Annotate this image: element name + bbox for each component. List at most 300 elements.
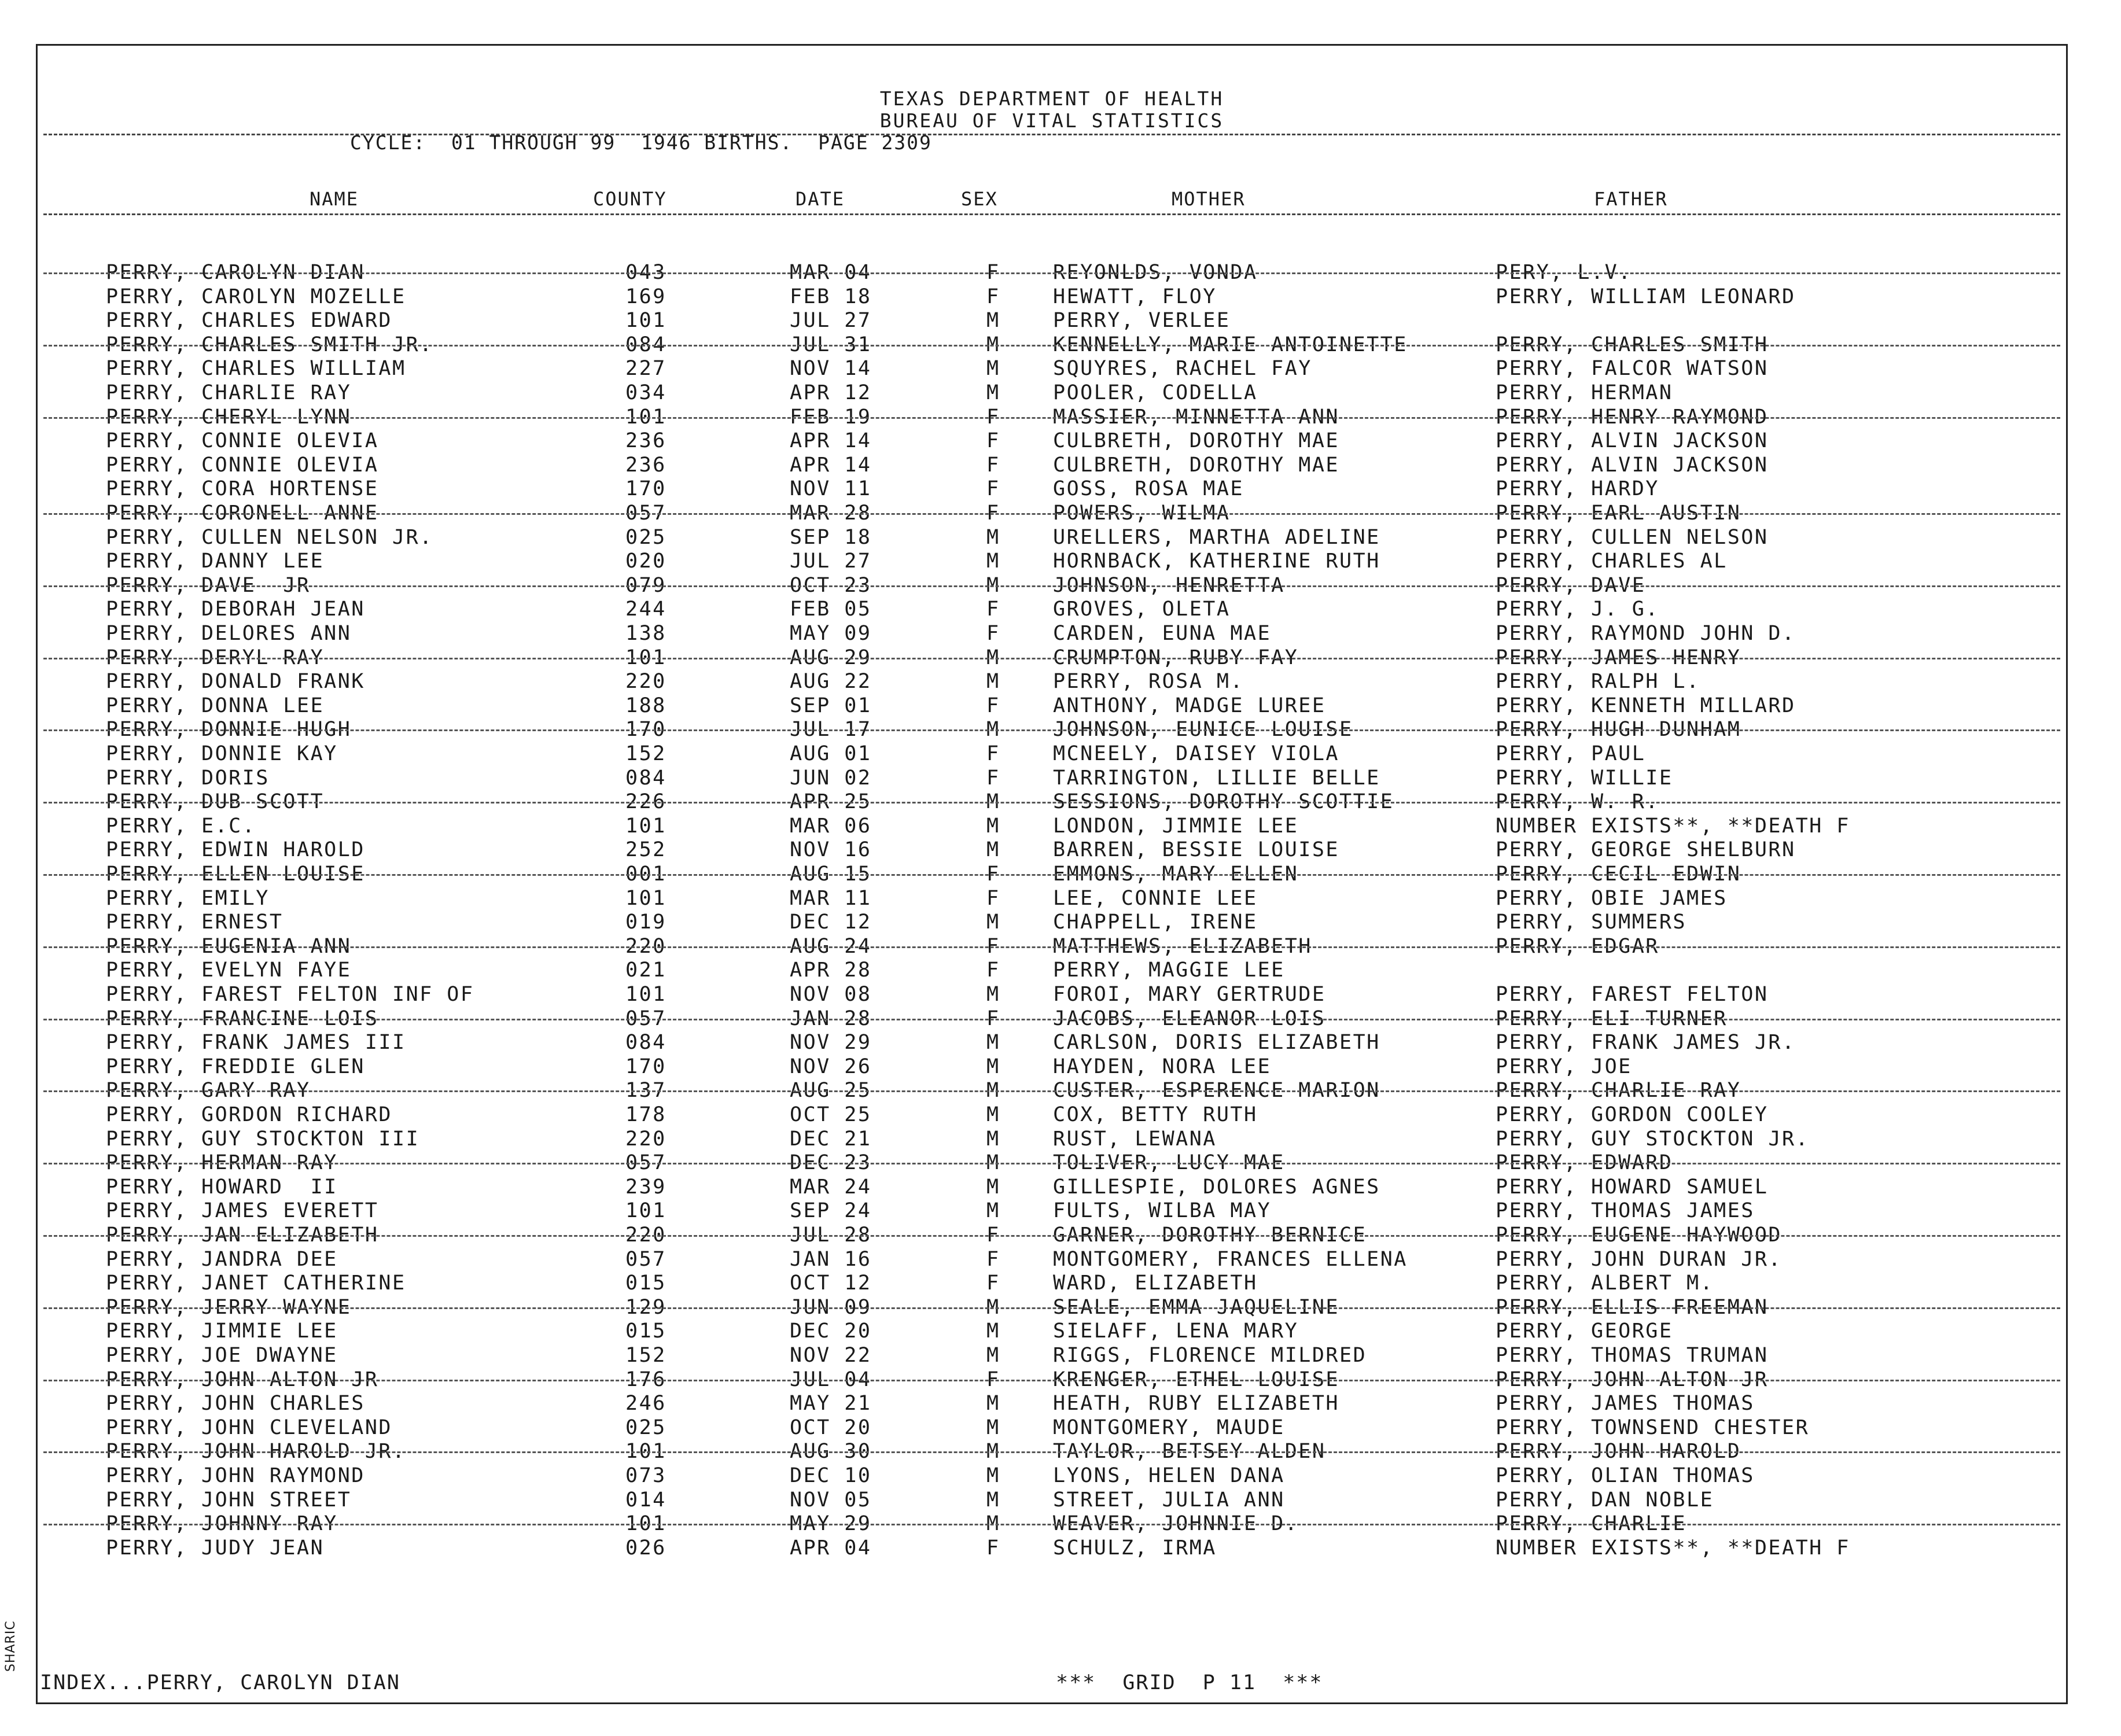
record-date: OCT 25 xyxy=(790,1103,872,1126)
record-sex: F xyxy=(986,742,1000,765)
record-row xyxy=(38,935,2066,960)
record-father: PERRY, TOWNSEND CHESTER xyxy=(1496,1416,1810,1439)
record-sex: F xyxy=(986,285,1000,308)
record-father: NUMBER EXISTS**, **DEATH F xyxy=(1496,1536,1850,1560)
record-sex: M xyxy=(986,550,1000,573)
record-father: PERRY, CHARLIE xyxy=(1496,1512,1687,1535)
record-mother: GOSS, ROSA MAE xyxy=(1053,477,1244,500)
record-father: PERRY, EDGAR xyxy=(1496,935,1659,958)
record-date: NOV 08 xyxy=(790,983,872,1006)
record-date: NOV 05 xyxy=(790,1488,872,1512)
record-mother: POWERS, WILMA xyxy=(1053,502,1231,525)
record-county: 188 xyxy=(625,694,667,717)
record-row xyxy=(38,766,2066,791)
record-date: APR 28 xyxy=(790,959,872,982)
row-separator xyxy=(43,946,2060,948)
record-sex: F xyxy=(986,1248,1000,1271)
record-date: APR 04 xyxy=(790,1536,872,1560)
record-mother: LYONS, HELEN DANA xyxy=(1053,1464,1285,1487)
cycle-line: CYCLE: 01 THROUGH 99 1946 BIRTHS. PAGE 2309 xyxy=(350,131,932,154)
record-sex: M xyxy=(986,357,1000,380)
record-county: 236 xyxy=(625,429,667,452)
record-date: JAN 28 xyxy=(790,1007,872,1030)
bureau-title: BUREAU OF VITAL STATISTICS xyxy=(879,109,1224,132)
record-row xyxy=(38,1055,2066,1080)
record-county: 079 xyxy=(625,574,667,597)
record-father: PERRY, HUGH DUNHAM xyxy=(1496,718,1741,741)
record-sex: M xyxy=(986,1440,1000,1463)
record-county: 025 xyxy=(625,1416,667,1439)
column-header-name: NAME xyxy=(310,188,359,210)
row-separator xyxy=(43,585,2060,587)
record-father: PERRY, FALCOR WATSON xyxy=(1496,357,1769,380)
record-row xyxy=(38,838,2066,863)
record-row xyxy=(38,1296,2066,1321)
record-row xyxy=(38,1416,2066,1441)
record-sex: F xyxy=(986,1368,1000,1391)
record-sex: M xyxy=(986,670,1000,693)
record-row xyxy=(38,1248,2066,1273)
record-mother: URELLERS, MARTHA ADELINE xyxy=(1053,526,1380,549)
record-row xyxy=(38,1007,2066,1032)
record-row xyxy=(38,309,2066,334)
record-father: PERRY, FAREST FELTON xyxy=(1496,983,1769,1006)
record-county: 129 xyxy=(625,1296,667,1319)
record-row xyxy=(38,1175,2066,1200)
record-mother: RUST, LEWANA xyxy=(1053,1127,1217,1151)
record-date: AUG 24 xyxy=(790,935,872,958)
record-date: DEC 21 xyxy=(790,1127,872,1151)
record-father: PERRY, ALVIN JACKSON xyxy=(1496,454,1769,477)
record-name: PERRY, EUGENIA ANN xyxy=(106,935,352,958)
record-row xyxy=(38,1151,2066,1176)
record-county: 057 xyxy=(625,1248,667,1271)
record-sex: M xyxy=(986,1031,1000,1054)
record-mother: GILLESPIE, DOLORES AGNES xyxy=(1053,1175,1380,1199)
column-header-rule xyxy=(43,213,2060,215)
row-separator xyxy=(43,513,2060,515)
record-row xyxy=(38,598,2066,622)
record-sex: M xyxy=(986,1079,1000,1102)
record-date: SEP 01 xyxy=(790,694,872,717)
record-mother: EMMONS, MARY ELLEN xyxy=(1053,863,1299,886)
record-father: PERRY, RALPH L. xyxy=(1496,670,1700,693)
record-mother: PERRY, MAGGIE LEE xyxy=(1053,959,1285,982)
record-sex: M xyxy=(986,911,1000,934)
record-father: PERRY, HENRY RAYMOND xyxy=(1496,406,1769,429)
record-mother: KRENGER, ETHEL LOUISE xyxy=(1053,1368,1340,1391)
record-county: 084 xyxy=(625,1031,667,1054)
record-date: AUG 25 xyxy=(790,1079,872,1102)
record-county: 152 xyxy=(625,742,667,765)
record-sex: F xyxy=(986,406,1000,429)
record-father: PERRY, ELLIS FREEMAN xyxy=(1496,1296,1769,1319)
record-father: PERRY, EDWARD xyxy=(1496,1151,1673,1174)
record-date: JUL 27 xyxy=(790,550,872,573)
record-sex: M xyxy=(986,1103,1000,1126)
record-mother: STREET, JULIA ANN xyxy=(1053,1488,1285,1512)
record-date: AUG 15 xyxy=(790,863,872,886)
record-county: 019 xyxy=(625,911,667,934)
record-county: 101 xyxy=(625,1440,667,1463)
column-header-sex: SEX xyxy=(961,188,998,210)
record-date: JUL 04 xyxy=(790,1368,872,1391)
record-county: 227 xyxy=(625,357,667,380)
record-row xyxy=(38,477,2066,502)
record-county: 034 xyxy=(625,381,667,404)
record-row xyxy=(38,574,2066,599)
row-separator xyxy=(43,1019,2060,1020)
record-name: PERRY, JAN ELIZABETH xyxy=(106,1223,379,1247)
record-mother: SCHULZ, IRMA xyxy=(1053,1536,1217,1560)
record-sex: M xyxy=(986,1127,1000,1151)
record-county: 101 xyxy=(625,983,667,1006)
record-name: PERRY, CHARLES SMITH JR. xyxy=(106,333,433,356)
record-row xyxy=(38,454,2066,478)
record-county: 101 xyxy=(625,646,667,669)
record-county: 246 xyxy=(625,1392,667,1415)
row-separator xyxy=(43,729,2060,731)
record-date: FEB 18 xyxy=(790,285,872,308)
record-county: 152 xyxy=(625,1344,667,1367)
record-date: FEB 19 xyxy=(790,406,872,429)
record-date: JUL 27 xyxy=(790,309,872,332)
record-name: PERRY, CORA HORTENSE xyxy=(106,477,379,500)
record-row xyxy=(38,406,2066,430)
record-row xyxy=(38,1464,2066,1489)
record-mother: PERRY, VERLEE xyxy=(1053,309,1231,332)
record-date: MAR 28 xyxy=(790,502,872,525)
record-name: PERRY, CONNIE OLEVIA xyxy=(106,429,379,452)
record-father: PERRY, JAMES THOMAS xyxy=(1496,1392,1755,1415)
record-father: PERRY, ALBERT M. xyxy=(1496,1271,1714,1295)
row-separator xyxy=(43,802,2060,804)
record-mother: WARD, ELIZABETH xyxy=(1053,1271,1258,1295)
record-county: 101 xyxy=(625,887,667,910)
record-county: 170 xyxy=(625,477,667,500)
record-mother: SESSIONS, DOROTHY SCOTTIE xyxy=(1053,790,1394,813)
record-name: PERRY, CAROLYN DIAN xyxy=(106,261,365,284)
record-county: 170 xyxy=(625,718,667,741)
record-father: PERRY, SUMMERS xyxy=(1496,911,1687,934)
grid-footer: *** GRID P 11 *** xyxy=(1056,1671,1323,1694)
record-sex: F xyxy=(986,261,1000,284)
record-sex: M xyxy=(986,790,1000,813)
record-mother: MATTHEWS, ELIZABETH xyxy=(1053,935,1312,958)
record-sex: F xyxy=(986,477,1000,500)
row-separator xyxy=(43,1524,2060,1525)
record-row xyxy=(38,1344,2066,1369)
record-father: PERRY, JOHN HAROLD xyxy=(1496,1440,1741,1463)
record-father: PERRY, JOHN DURAN JR. xyxy=(1496,1248,1783,1271)
record-date: NOV 16 xyxy=(790,838,872,861)
record-mother: MASSIER, MINNETTA ANN xyxy=(1053,406,1340,429)
record-father: PERRY, JAMES HENRY xyxy=(1496,646,1741,669)
record-row xyxy=(38,911,2066,935)
record-father: PERRY, RAYMOND JOHN D. xyxy=(1496,622,1796,645)
record-row xyxy=(38,1103,2066,1128)
record-county: 176 xyxy=(625,1368,667,1391)
record-name: PERRY, FRANCINE LOIS xyxy=(106,1007,379,1030)
record-row xyxy=(38,1392,2066,1417)
record-mother: FOROI, MARY GERTRUDE xyxy=(1053,983,1326,1006)
record-sex: F xyxy=(986,887,1000,910)
record-mother: CULBRETH, DOROTHY MAE xyxy=(1053,429,1340,452)
record-name: PERRY, CULLEN NELSON JR. xyxy=(106,526,433,549)
record-county: 138 xyxy=(625,622,667,645)
record-name: PERRY, JANDRA DEE xyxy=(106,1248,338,1271)
record-mother: MONTGOMERY, FRANCES ELLENA xyxy=(1053,1248,1408,1271)
record-name: PERRY, JOHN CLEVELAND xyxy=(106,1416,393,1439)
record-county: 057 xyxy=(625,502,667,525)
record-county: 220 xyxy=(625,935,667,958)
record-date: AUG 29 xyxy=(790,646,872,669)
record-sex: M xyxy=(986,526,1000,549)
record-mother: HEWATT, FLOY xyxy=(1053,285,1217,308)
record-father: PERRY, HOWARD SAMUEL xyxy=(1496,1175,1769,1199)
record-sex: M xyxy=(986,1199,1000,1222)
record-date: OCT 12 xyxy=(790,1271,872,1295)
record-mother: LEE, CONNIE LEE xyxy=(1053,887,1258,910)
record-sex: M xyxy=(986,838,1000,861)
record-row xyxy=(38,1512,2066,1537)
record-sex: M xyxy=(986,1344,1000,1367)
record-mother: ANTHONY, MADGE LUREE xyxy=(1053,694,1326,717)
record-mother: HAYDEN, NORA LEE xyxy=(1053,1055,1272,1078)
record-mother: CARLSON, DORIS ELIZABETH xyxy=(1053,1031,1380,1054)
record-sex: F xyxy=(986,935,1000,958)
record-row xyxy=(38,429,2066,454)
record-name: PERRY, EMILY xyxy=(106,887,270,910)
record-name: PERRY, DELORES ANN xyxy=(106,622,352,645)
record-name: PERRY, DAVE JR xyxy=(106,574,311,597)
record-row xyxy=(38,1368,2066,1393)
record-name: PERRY, GUY STOCKTON III xyxy=(106,1127,420,1151)
record-name: PERRY, FREDDIE GLEN xyxy=(106,1055,365,1078)
record-date: APR 12 xyxy=(790,381,872,404)
record-father: PERRY, GUY STOCKTON JR. xyxy=(1496,1127,1810,1151)
record-county: 226 xyxy=(625,790,667,813)
record-date: AUG 01 xyxy=(790,742,872,765)
agency-title: TEXAS DEPARTMENT OF HEALTH xyxy=(879,87,1224,110)
record-sex: M xyxy=(986,381,1000,404)
record-mother: GROVES, OLETA xyxy=(1053,598,1231,621)
record-father: PERRY, OBIE JAMES xyxy=(1496,887,1728,910)
record-father: PERRY, GEORGE SHELBURN xyxy=(1496,838,1796,861)
record-name: PERRY, JOHN STREET xyxy=(106,1488,352,1512)
record-father: PERRY, WILLIE xyxy=(1496,766,1673,790)
record-county: 057 xyxy=(625,1151,667,1174)
record-row xyxy=(38,1271,2066,1296)
record-row xyxy=(38,1440,2066,1465)
record-name: PERRY, ERNEST xyxy=(106,911,283,934)
record-county: 169 xyxy=(625,285,667,308)
record-date: MAR 04 xyxy=(790,261,872,284)
record-name: PERRY, DONNA LEE xyxy=(106,694,325,717)
record-date: NOV 22 xyxy=(790,1344,872,1367)
record-county: 239 xyxy=(625,1175,667,1199)
record-mother: TOLIVER, LUCY MAE xyxy=(1053,1151,1285,1174)
record-name: PERRY, JERRY WAYNE xyxy=(106,1296,352,1319)
record-row xyxy=(38,550,2066,574)
index-footer: INDEX...PERRY, CAROLYN DIAN xyxy=(40,1671,400,1694)
record-name: PERRY, FRANK JAMES III xyxy=(106,1031,406,1054)
record-name: PERRY, DUB SCOTT xyxy=(106,790,325,813)
record-date: APR 25 xyxy=(790,790,872,813)
column-header-mother: MOTHER xyxy=(1172,188,1246,210)
record-father: PERRY, ELI TURNER xyxy=(1496,1007,1728,1030)
record-row xyxy=(38,1488,2066,1513)
record-mother: FULTS, WILBA MAY xyxy=(1053,1199,1272,1222)
record-county: 252 xyxy=(625,838,667,861)
record-mother: HORNBACK, KATHERINE RUTH xyxy=(1053,550,1380,573)
record-date: DEC 12 xyxy=(790,911,872,934)
record-row xyxy=(38,646,2066,671)
record-county: 101 xyxy=(625,1512,667,1535)
record-name: PERRY, ELLEN LOUISE xyxy=(106,863,365,886)
record-father: PERRY, THOMAS JAMES xyxy=(1496,1199,1755,1222)
record-mother: CARDEN, EUNA MAE xyxy=(1053,622,1272,645)
record-name: PERRY, JOHN HAROLD JR. xyxy=(106,1440,406,1463)
record-sex: M xyxy=(986,333,1000,356)
record-date: MAY 09 xyxy=(790,622,872,645)
record-date: DEC 20 xyxy=(790,1319,872,1343)
record-county: 084 xyxy=(625,766,667,790)
record-row xyxy=(38,1199,2066,1224)
record-father: PERRY, HARDY xyxy=(1496,477,1659,500)
record-name: PERRY, JIMMIE LEE xyxy=(106,1319,338,1343)
record-mother: SEALE, EMMA JAQUELINE xyxy=(1053,1296,1340,1319)
record-sex: M xyxy=(986,1319,1000,1343)
record-mother: CUSTER, ESPERENCE MARION xyxy=(1053,1079,1380,1102)
record-date: JAN 16 xyxy=(790,1248,872,1271)
record-date: MAR 11 xyxy=(790,887,872,910)
record-sex: M xyxy=(986,1416,1000,1439)
record-name: PERRY, DONNIE HUGH xyxy=(106,718,352,741)
record-father: PERRY, CECIL EDWIN xyxy=(1496,863,1741,886)
record-date: MAR 24 xyxy=(790,1175,872,1199)
record-father: PERRY, CHARLIE RAY xyxy=(1496,1079,1741,1102)
record-county: 244 xyxy=(625,598,667,621)
record-sex: F xyxy=(986,502,1000,525)
record-date: NOV 14 xyxy=(790,357,872,380)
record-county: 001 xyxy=(625,863,667,886)
record-row xyxy=(38,381,2066,406)
record-sex: M xyxy=(986,814,1000,838)
record-mother: JOHNSON, EUNICE LOUISE xyxy=(1053,718,1353,741)
record-row xyxy=(38,502,2066,526)
record-name: PERRY, JOHN ALTON JR xyxy=(106,1368,379,1391)
record-name: PERRY, CHARLES EDWARD xyxy=(106,309,393,332)
record-row xyxy=(38,863,2066,887)
record-mother: MCNEELY, DAISEY VIOLA xyxy=(1053,742,1340,765)
record-row xyxy=(38,814,2066,839)
record-name: PERRY, JOHN CHARLES xyxy=(106,1392,365,1415)
record-mother: KENNELLY, MARIE ANTOINETTE xyxy=(1053,333,1408,356)
record-row xyxy=(38,718,2066,743)
record-date: SEP 24 xyxy=(790,1199,872,1222)
record-date: JUL 31 xyxy=(790,333,872,356)
record-county: 220 xyxy=(625,1223,667,1247)
record-county: 220 xyxy=(625,1127,667,1151)
record-father: PERRY, W. R. xyxy=(1496,790,1659,813)
record-county: 178 xyxy=(625,1103,667,1126)
row-separator xyxy=(43,1307,2060,1309)
record-row xyxy=(38,261,2066,286)
record-father: PERRY, CHARLES AL xyxy=(1496,550,1728,573)
record-name: PERRY, HOWARD II xyxy=(106,1175,338,1199)
record-name: PERRY, CHERYL LYNN xyxy=(106,406,352,429)
record-mother: REYONLDS, VONDA xyxy=(1053,261,1258,284)
row-separator xyxy=(43,1235,2060,1237)
record-sex: F xyxy=(986,863,1000,886)
record-row xyxy=(38,1031,2066,1056)
record-date: NOV 26 xyxy=(790,1055,872,1078)
record-row xyxy=(38,694,2066,719)
record-sex: M xyxy=(986,1055,1000,1078)
record-sex: F xyxy=(986,1536,1000,1560)
record-mother: MONTGOMERY, MAUDE xyxy=(1053,1416,1285,1439)
record-row xyxy=(38,1319,2066,1344)
record-date: DEC 23 xyxy=(790,1151,872,1174)
record-county: 170 xyxy=(625,1055,667,1078)
record-row xyxy=(38,959,2066,983)
record-name: PERRY, FAREST FELTON INF OF xyxy=(106,983,474,1006)
record-date: JUL 17 xyxy=(790,718,872,741)
record-mother: BARREN, BESSIE LOUISE xyxy=(1053,838,1340,861)
record-name: PERRY, DONNIE KAY xyxy=(106,742,338,765)
record-mother: POOLER, CODELLA xyxy=(1053,381,1258,404)
record-date: NOV 29 xyxy=(790,1031,872,1054)
record-date: MAY 21 xyxy=(790,1392,872,1415)
record-date: OCT 23 xyxy=(790,574,872,597)
record-father: PERRY, HERMAN xyxy=(1496,381,1673,404)
record-father: PERRY, ALVIN JACKSON xyxy=(1496,429,1769,452)
row-separator xyxy=(43,345,2060,347)
record-father: PERRY, EARL AUSTIN xyxy=(1496,502,1741,525)
record-mother: TAYLOR, BETSEY ALDEN xyxy=(1053,1440,1326,1463)
column-header-county: COUNTY xyxy=(593,188,667,210)
record-row xyxy=(38,1127,2066,1152)
record-county: 015 xyxy=(625,1271,667,1295)
record-name: PERRY, CHARLES WILLIAM xyxy=(106,357,406,380)
record-father: PERRY, GEORGE xyxy=(1496,1319,1673,1343)
record-sex: M xyxy=(986,574,1000,597)
record-name: PERRY, CORONELL ANNE xyxy=(106,502,379,525)
record-date: APR 14 xyxy=(790,429,872,452)
record-county: 025 xyxy=(625,526,667,549)
record-name: PERRY, CHARLIE RAY xyxy=(106,381,352,404)
record-father: PERRY, GORDON COOLEY xyxy=(1496,1103,1769,1126)
record-sex: F xyxy=(986,694,1000,717)
column-header-father: FATHER xyxy=(1594,188,1668,210)
record-county: 101 xyxy=(625,309,667,332)
record-sex: F xyxy=(986,429,1000,452)
record-sex: M xyxy=(986,1296,1000,1319)
record-name: PERRY, DEBORAH JEAN xyxy=(106,598,365,621)
record-mother: RIGGS, FLORENCE MILDRED xyxy=(1053,1344,1367,1367)
record-county: 015 xyxy=(625,1319,667,1343)
record-sex: F xyxy=(986,766,1000,790)
record-father: PERRY, J. G. xyxy=(1496,598,1659,621)
record-date: OCT 20 xyxy=(790,1416,872,1439)
record-sex: M xyxy=(986,1488,1000,1512)
record-county: 043 xyxy=(625,261,667,284)
record-father: PERRY, THOMAS TRUMAN xyxy=(1496,1344,1769,1367)
printout-sheet xyxy=(36,44,2068,1704)
record-name: PERRY, E.C. xyxy=(106,814,256,838)
record-row xyxy=(38,790,2066,815)
